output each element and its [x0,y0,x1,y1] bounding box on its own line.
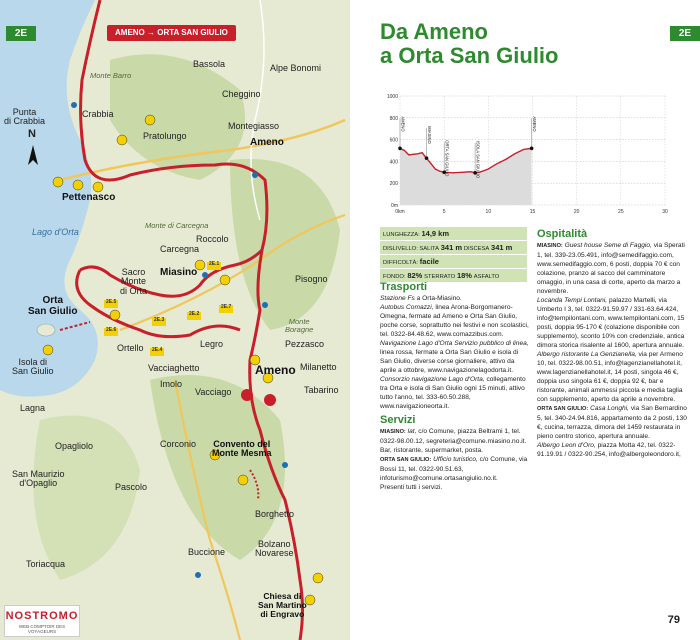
x-tick-label: 5 [442,209,446,215]
place-label: Crabbia [82,109,114,119]
place-label: Montegiasso [228,121,280,131]
paragraph: Stazione Fs a Orta-Miasino. [380,295,462,302]
paragraph: MIASINO: lat, c/o Comune, piazza Beltrami 1, tel. 0322-98.00.12, segreteria@comune.miasino.no.it. [380,428,527,445]
stat-length: LUNGHEZZA: 14,9 km [380,227,527,241]
route-stats [380,227,527,283]
x-tick-label: 20 [573,209,580,215]
lake-label: Lago d'Orta [32,227,79,237]
place-label: Cheggino [222,89,261,99]
place-label: Toriacqua [26,559,66,569]
paragraph: Albergo ristorante La Genzianella, via per Armeno 10, tel. 0322-98.00.51, info@lagenzianellahotel.it, www.lagenzianellahotel.it, 14 posti, singola 46 €, doppia uso singola 61 €, doppia 92 €, bar e ristorante, animali ammessi piccola e media taglia con supplemento, aperto da aprile a novembre. [537,351,683,403]
x-tick-label: 30 [662,209,668,215]
place-label: Imolo [160,379,183,389]
stat-difficulty: DIFFICOLTÀ: facile [380,255,527,269]
place-label: Pezzasco [285,339,325,349]
parking-icon [241,389,253,401]
page-title [380,20,558,68]
chapter-tab: 2E [670,26,700,41]
paragraph: Bar, ristorante, supermarket, posta. [380,447,483,454]
paragraph: Presenti tutti i servizi. [380,484,443,491]
elevation-profile-chart [380,90,670,220]
eye-icon [93,182,103,192]
page-number: 79 [667,614,680,626]
place-label: Convento del Monte Mesma [212,439,272,459]
y-tick-label: 1000 [386,94,398,100]
isola-san-giulio-island [37,324,55,336]
logo-name: NOSTROMO [5,610,79,622]
marker-label: 2E.2 [189,311,200,317]
place-label: Roccolo [196,234,229,244]
place-label: Ortello [117,343,144,353]
eye-icon [110,310,120,320]
parking-icon [264,394,276,406]
place-label: Sacro Monte di Orta [120,267,148,296]
water-icon [282,462,288,468]
place-label: Tabarino [304,385,339,395]
section-heading-ospitalita: Ospitalità [537,228,588,240]
y-tick-label: 800 [389,115,398,122]
marker-label: 2E.4 [152,347,163,353]
marker-label: 2E.3 [154,317,165,323]
paragraph: Locanda Tempi Lontani, palazzo Martelli, via Umberto I 3, tel. 0322-91.59.97 / 331-63.64.424, info@tempilontani.com, www.tempilontani.com, 15 posti, doppia 95-170 € (colazione disponibile con supplemento), sconto 10% con credenziale, antica dimora storica risalente al 1600, apertura annuale. [537,297,685,349]
place-label: Ameno [250,137,284,148]
eye-icon [53,177,63,187]
paragraph: MIASINO: Guest house Seme di Faggio, via Sperati 1, tel. 339-23.05.491, info@semedifaggio.com, www.semedifaggio.com, 6 posti, doppia 70 € con colazione, pranzo al sacco del camminatore omaggio, in una casa di corte, aperto da marzo a novembre. [537,242,685,295]
section-heading-trasporti: Trasporti [380,281,428,293]
place-label: Legro [200,339,224,349]
place-label: Buccione [188,547,226,557]
paragraph: Navigazione Lago d'Orta Servizio pubblico di linea, linea rossa, fermate a Orta San Giulio e isola di San Giulio, diverse corse giornaliere, attivo da aprile a ottobre, www.navigazionelagodorta.it. [380,340,529,374]
y-tick-label: 600 [389,137,398,144]
x-tick-label: 0km [395,209,405,215]
place-label: Ameno [255,363,296,377]
water-icon [202,272,208,278]
x-tick-label: 10 [485,209,492,215]
place-label: Pisogno [295,274,328,284]
paragraph: ORTA SAN GIULIO: Casa Longhi, via San Bernardino 5, tel. 340-24.94.816, appartamento da 2 posti, 130 €, cucina, terrazza, dimora del 1459 restaurata in pieno centro storico, apertura annuale. [537,405,687,440]
water-icon [71,102,77,108]
eye-icon [238,475,248,485]
place-label: Bolzano Novarese [255,539,294,559]
place-label: Alpe Bonomi [270,63,322,73]
marker-label: 2E.5 [106,299,117,305]
water-icon [252,172,258,178]
waypoint-point [398,147,402,151]
marker-label: 2E.6 [106,327,117,333]
title-line-2: a Orta San Giulio [380,43,559,68]
hill-label: Monte Barro [90,71,132,80]
place-label: Bassola [193,59,226,69]
place-label: Vacciago [195,387,232,397]
waypoint-point [425,156,429,160]
place-label: Orta San Giulio [28,295,78,317]
place-label: Pratolungo [143,131,187,141]
place-label: Chiesa di San Martino di Engravo [258,591,307,619]
eye-icon [313,573,323,583]
water-icon [195,572,201,578]
waypoint-label: ORTA SAN GIULIO [444,140,450,177]
eye-icon [43,345,53,355]
place-label: Punta di Crabbia [4,107,46,127]
publisher-logo [4,605,80,637]
bed-icon [220,275,230,285]
paragraph: Albergo Leon d'Oro, piazza Motta 42, tel. 0322-91.19.91 / 0322-90.254, info@albergoleondoro.it, [537,442,681,458]
place-label: Carcegna [160,244,200,254]
place-label: Pascolo [115,482,148,492]
hill-label: Monte Boragne [285,317,314,334]
hill-label: Monte di Carcegna [145,221,209,230]
x-tick-label: 25 [618,209,624,215]
waypoint-point [530,147,534,151]
y-tick-label: 200 [389,181,398,188]
x-tick-label: 15 [529,209,536,215]
paragraph: ORTA SAN GIULIO: Ufficio turistico, c/o Comune, via Bossi 11, tel. 0322-90.51.63, infoturismo@comune.ortasangiulio.no.it. [380,456,528,482]
waypoint-label: ISOLA SAN GIULIO [475,140,481,179]
title-line-1: Da Ameno [380,19,488,44]
y-tick-label: 0m [391,203,398,209]
section-heading-servizi: Servizi [380,414,416,426]
chapter-tab: 2E [6,26,36,41]
place-label: Vacciaghetto [148,363,200,373]
profile-area-fill [400,148,532,205]
place-label: Isola di San Giulio [12,357,54,377]
marker-label: 2E.1 [209,261,220,267]
route-title-tag: AMENO → ORTA SAN GIULIO [107,25,236,41]
north-label: N [28,128,36,140]
logo-tagline: WEB COMPTOIR DES VOYAGEURS [18,624,66,634]
chart-area [400,148,532,205]
bus-icon [73,180,83,190]
place-label: San Maurizio d'Opaglio [12,469,65,489]
paragraph: Consorzio navigazione Lago d'Orta, collegamento tra Orta e isola di San Giulio ogni 15 minuti, attivo tutto l'anno, tel. 333-60.50.288, www.navigazioneorta.it. [380,376,526,410]
place-label: Miasino [160,267,198,278]
place-label: Lagna [20,403,46,413]
waypoint-label: AMENO [532,116,538,132]
marker-label: 2E.7 [221,304,232,310]
stat-surface: FONDO: 82% STERRATO 18% ASFALTO [380,269,527,283]
place-label: Corconio [160,439,197,449]
paragraph: Autobus Comazzi, linea Arona-Borgomanero-Omegna, fermate ad Ameno e Orta San Giulio, poche corse, soprattutto nei festivi e non scolastici, tel. 0322-84.48.62, www.comazzibus.com. [380,304,529,338]
left-column [380,280,530,492]
place-label: Opagliolo [55,441,94,451]
campsite-icon [117,135,127,145]
water-icon [262,302,268,308]
stat-elevation: DISLIVELLO: SALITA 341 m DISCESA 341 m [380,241,527,255]
text-page [350,0,700,640]
place-label: Milanetto [300,362,337,372]
waypoint-label: MIASINO [427,126,432,144]
place-label: Borghetto [255,509,295,519]
right-column [537,227,687,459]
campsite-icon [145,115,155,125]
y-tick-label: 400 [389,159,398,166]
place-label: Pettenasco [62,192,116,203]
waypoint-label: AMENO [400,116,406,132]
